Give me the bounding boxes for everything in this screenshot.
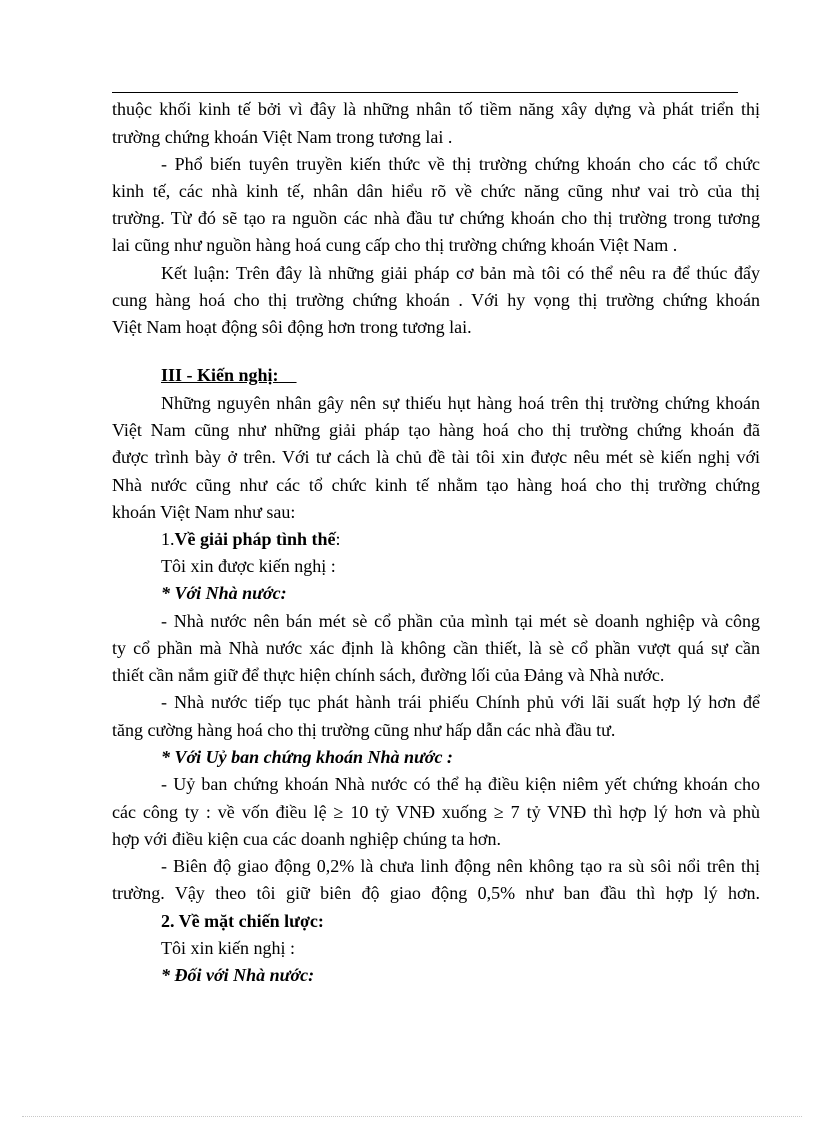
top-rule	[112, 92, 738, 93]
paragraph-line: cung hàng hoá cho thị trường chứng khoán . Với hy vọng thị trường chứng khoán	[112, 290, 760, 310]
paragraph-line: hợp với điều kiện cua các doanh nghiệp chúng ta hơn.	[112, 829, 501, 849]
section-heading-text: III - Kiến nghị:	[161, 365, 279, 385]
subheading-2: 2. Về mặt chiến lược:	[161, 911, 324, 931]
paragraph-line: Nhà nước cũng như các tổ chức kinh tế nhằm tạo hàng hoá cho thị trường chứng	[112, 475, 760, 495]
paragraph-line: Tôi xin được kiến nghị :	[161, 556, 336, 576]
section-heading	[161, 364, 297, 386]
footer-rule	[22, 1116, 802, 1117]
paragraph-line: Việt Nam hoạt động sôi động hơn trong tương lai.	[112, 317, 472, 337]
paragraph-line: - Uỷ ban chứng khoán Nhà nước có thể hạ điều kiện niêm yết chứng khoán cho	[161, 774, 760, 794]
subheading-state: * Với Nhà nước:	[161, 583, 287, 603]
paragraph-line: Việt Nam cũng như những giải pháp tạo hàng hoá cho thị trường chứng khoán đã	[112, 420, 760, 440]
subheading-1: 1.Về giải pháp tình thế:	[161, 529, 341, 549]
paragraph-line: được trình bày ở trên. Với tư cách là chủ đề tài tôi xin được nêu mét sè kiến nghị với	[112, 447, 760, 467]
paragraph-line: Tôi xin kiến nghị :	[161, 938, 295, 958]
paragraph-line: - Nhà nước tiếp tục phát hành trái phiếu Chính phủ với lãi suất hợp lý hơn để	[161, 692, 760, 712]
paragraph-line: Những nguyên nhân gây nên sự thiếu hụt hàng hoá trên thị trường chứng khoán	[161, 393, 760, 413]
paragraph-line: trường chứng khoán Việt Nam trong tương lai .	[112, 127, 453, 147]
paragraph-line: - Nhà nước nên bán mét sè cổ phần của mình tại mét sè doanh nghiệp và công	[161, 611, 760, 631]
paragraph-line: lai cũng như nguồn hàng hoá cung cấp cho thị trường chứng khoán Việt Nam .	[112, 235, 678, 255]
paragraph-line: thuộc khối kinh tế bởi vì đây là những nhân tố tiềm năng xây dựng và phát triển thị	[112, 99, 760, 119]
paragraph-line: - Phổ biến tuyên truyền kiến thức về thị trường chứng khoán cho các tổ chức	[161, 154, 760, 174]
paragraph-line: thiết cần nắm giữ để thực hiện chính sách, đường lối của Đảng và Nhà nước.	[112, 665, 665, 685]
subheading-commission: * Với Uỷ ban chứng khoán Nhà nước :	[161, 747, 453, 767]
paragraph-line: các công ty : về vốn điều lệ ≥ 10 tỷ VNĐ xuống ≥ 7 tỷ VNĐ thì hợp lý hơn và phù	[112, 802, 760, 822]
subheading-state-2: * Đối với Nhà nước:	[161, 965, 315, 985]
paragraph-line: tăng cường hàng hoá cho thị trường cũng như hấp dẫn các nhà đầu tư.	[112, 720, 616, 740]
paragraph-line: trường. Từ đó sẽ tạo ra nguồn các nhà đầu tư chứng khoán cho thị trường trong tương	[112, 208, 760, 228]
paragraph-line: trường. Vậy theo tôi giữ biên độ giao động 0,5% như ban đầu thì hợp lý hơn.	[112, 883, 760, 903]
paragraph-line: Kết luận: Trên đây là những giải pháp cơ bản mà tôi có thể nêu ra để thúc đẩy	[161, 263, 760, 283]
paragraph-line: khoán Việt Nam như sau:	[112, 502, 296, 522]
paragraph-line: - Biên độ giao động 0,2% là chưa linh động nên không tạo ra sù sôi nổi trên thị	[161, 856, 760, 876]
paragraph-line: kinh tế, các nhà kinh tế, nhân dân hiểu rõ về chức năng cũng như vai trò của thị	[112, 181, 760, 201]
paragraph-line: ty cổ phần mà Nhà nước xác định là không cần thiết, là sè cổ phần vượt quá sự cần	[112, 638, 760, 658]
